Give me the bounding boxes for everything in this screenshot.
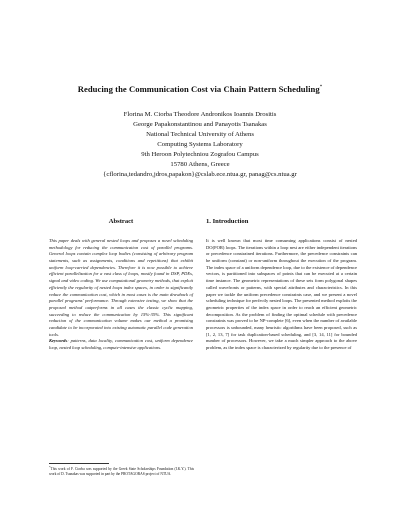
author-block (20, 110, 380, 180)
introduction-heading: 1. Introduction (206, 218, 249, 225)
right-column (206, 218, 357, 352)
author-names-line-2: George Papakonstantinou and Panayotis Tsanakas (133, 121, 267, 128)
affiliation-lab: Computing Systems Laboratory (157, 141, 243, 148)
footnote-rule (49, 463, 109, 464)
footnote-text: This work of F. Ciorba was supported by the Greek State Scholarships Foundation (I.K.Y.). This work of D. Tsanakas was supported in part by the PROTAGORAS project of NTUA. (49, 467, 194, 477)
footnote (49, 465, 194, 477)
author-names-line-1: Florina M. Ciorba Theodore Andronikos Ioannis Drositis (123, 111, 277, 118)
affiliation-university: National Technical University of Athens (146, 131, 254, 138)
abstract-text: This paper deals with general nested loops and proposes a novel scheduling methodology for reducing the communication cost of parallel programs. General loops contain complex loop bodies (consisting of arbitrary program statements, such as assignments, conditions and repetitions) that exhibit uniform loop-carried dependencies. Therefore it is now possible to achieve efficient parallelization for a vast class of loops, mostly found in DSP, PDEs, signal and video coding. We use computational geometry methods, that exploit efficiently the regularity of nested loops index spaces, in order to significantly reduce the communication cost, which in most cases is the main drawback of parallel programs' performance. Through extensive testing, we show that the proposed method outperforms in all cases the classic cyclic mapping, succeeding to reduce the communication by 15%-35%. This significant reduction of the communication volume makes our method a promising candidate to be incorporated into existing automatic parallel code generation tools. (49, 238, 193, 337)
keywords (49, 338, 193, 351)
abstract-heading: Abstract (108, 218, 134, 225)
affiliation-city: 15780 Athens, Greece (170, 161, 230, 168)
title-text: Reducing the Communication Cost via Chain Pattern Scheduling (77, 84, 320, 94)
affiliation-address: 9th Heroon Polytechniou Zografou Campus (141, 151, 259, 158)
title-footnote-mark: * (319, 85, 323, 91)
left-column (49, 218, 193, 352)
keywords-text: : patterns, data locality, communication cost, uniform dependence loop, nested loop scheduling, compute-intensive applications. (49, 338, 193, 350)
paper-title (20, 84, 380, 94)
keywords-label: Keywords (49, 338, 68, 344)
author-emails: {cflorina,tedandro,jdros,papakon}@cslab.ece.ntua.gr, panag@cs.ntua.gr (103, 171, 297, 178)
introduction-text: It is well known that most time consuming applications consist of nested DO(FOR) loops. The iterations within a loop nest are either independent iterations or precedence constrained iterations. Furthermore, the precedence constraints can be uniform (constant) or non-uniform throughout the execution of the program. The index space of a uniform dependence loop, due to the existence of dependence vectors, is partitioned into subspaces of points that can be executed at a certain time instance. The geometric representations of these sets form polygonal shapes called wavefronts or patterns, with special attributes and characteristics. In this paper we tackle the uniform precedence constraints case, and we present a novel scheduling technique for perfectly nested loops. The presented method exploits the geometric properties of the index space in order to reach an efficient geometric decomposition. As the problem of finding the optimal schedule with precedence constraints was proved to be NP-complete [6], even when the number of available processors is unbounded, many heuristic algorithms have been proposed, such as [1, 2, 13, 7] for task duplication-based scheduling, and [3, 14, 11] for bounded number of processors. However, we take a much simpler approach to the above problem, as the index space is characterized by regularity due to the presence of (206, 238, 357, 350)
footnote-mark: * (49, 465, 51, 469)
